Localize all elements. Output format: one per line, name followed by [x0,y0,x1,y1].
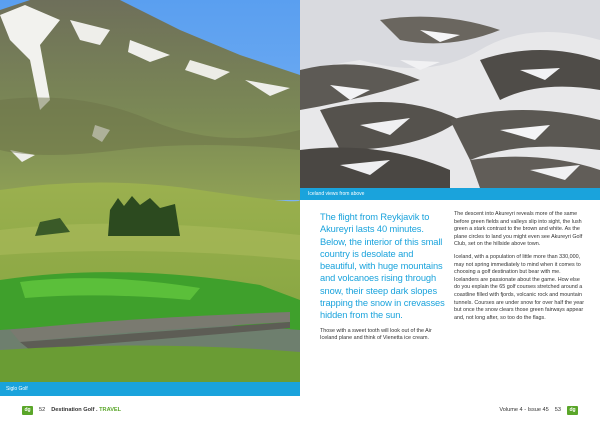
left-page-number: 52 [39,407,46,413]
right-page-number: 53 [554,407,561,413]
article-column-1 [320,211,446,348]
right-photo-caption: Iceland views from above [300,188,600,200]
aerial-mountains-photo [300,0,600,188]
left-footer [22,404,121,416]
golf-course-photo [0,0,300,396]
issue-label: Volume 4 - Issue 45 [499,407,549,413]
dg-logo-icon: dg [22,406,33,415]
right-footer [499,404,578,416]
article-paragraph: Those with a sweet tooth will look out of the Air Iceland plane and think of Vienetta ice cream. [320,327,432,342]
magazine-title: Destination Golf [51,407,95,413]
article-column-2 [454,211,586,327]
magazine-name: Destination Golf . TRAVEL [51,407,122,413]
left-photo-caption: Siglo Golf [0,382,300,396]
golf-course-illustration [0,0,300,396]
article-intro: The flight from Reykjavik to Akureyri lasts 40 minutes. Below, the interior of this small country is desolate and beautiful, with huge mountains and volcanoes rising through snow, their steep dark slopes trapping the snow in crevasses hidden from the sun. [320,212,445,321]
dg-logo-icon: dg [567,406,578,415]
magazine-section: TRAVEL [99,407,122,413]
article-paragraph: The descent into Akureyri reveals more of the same before green fields and valleys slip into sight, the lush green a stark contrast to the brown and white. As the plane circles to land you might even see Akureyri Golf Club, set on the hillside above town. [454,211,583,248]
aerial-mountains-illustration [300,0,600,188]
article-paragraph: Iceland, with a population of little more than 330,000, may not spring immediately to mind when it comes to choosing a golf destination but bear with me. Icelanders are passionate about the game. How else do you explain the 65 golf courses stretched around a coastline filled with fjords, volcanic rock and mountain tunnels. Courses are under snow for over half the year but once the snow clears those green fairways appear and, not long after, so too do the flags. [454,253,585,321]
